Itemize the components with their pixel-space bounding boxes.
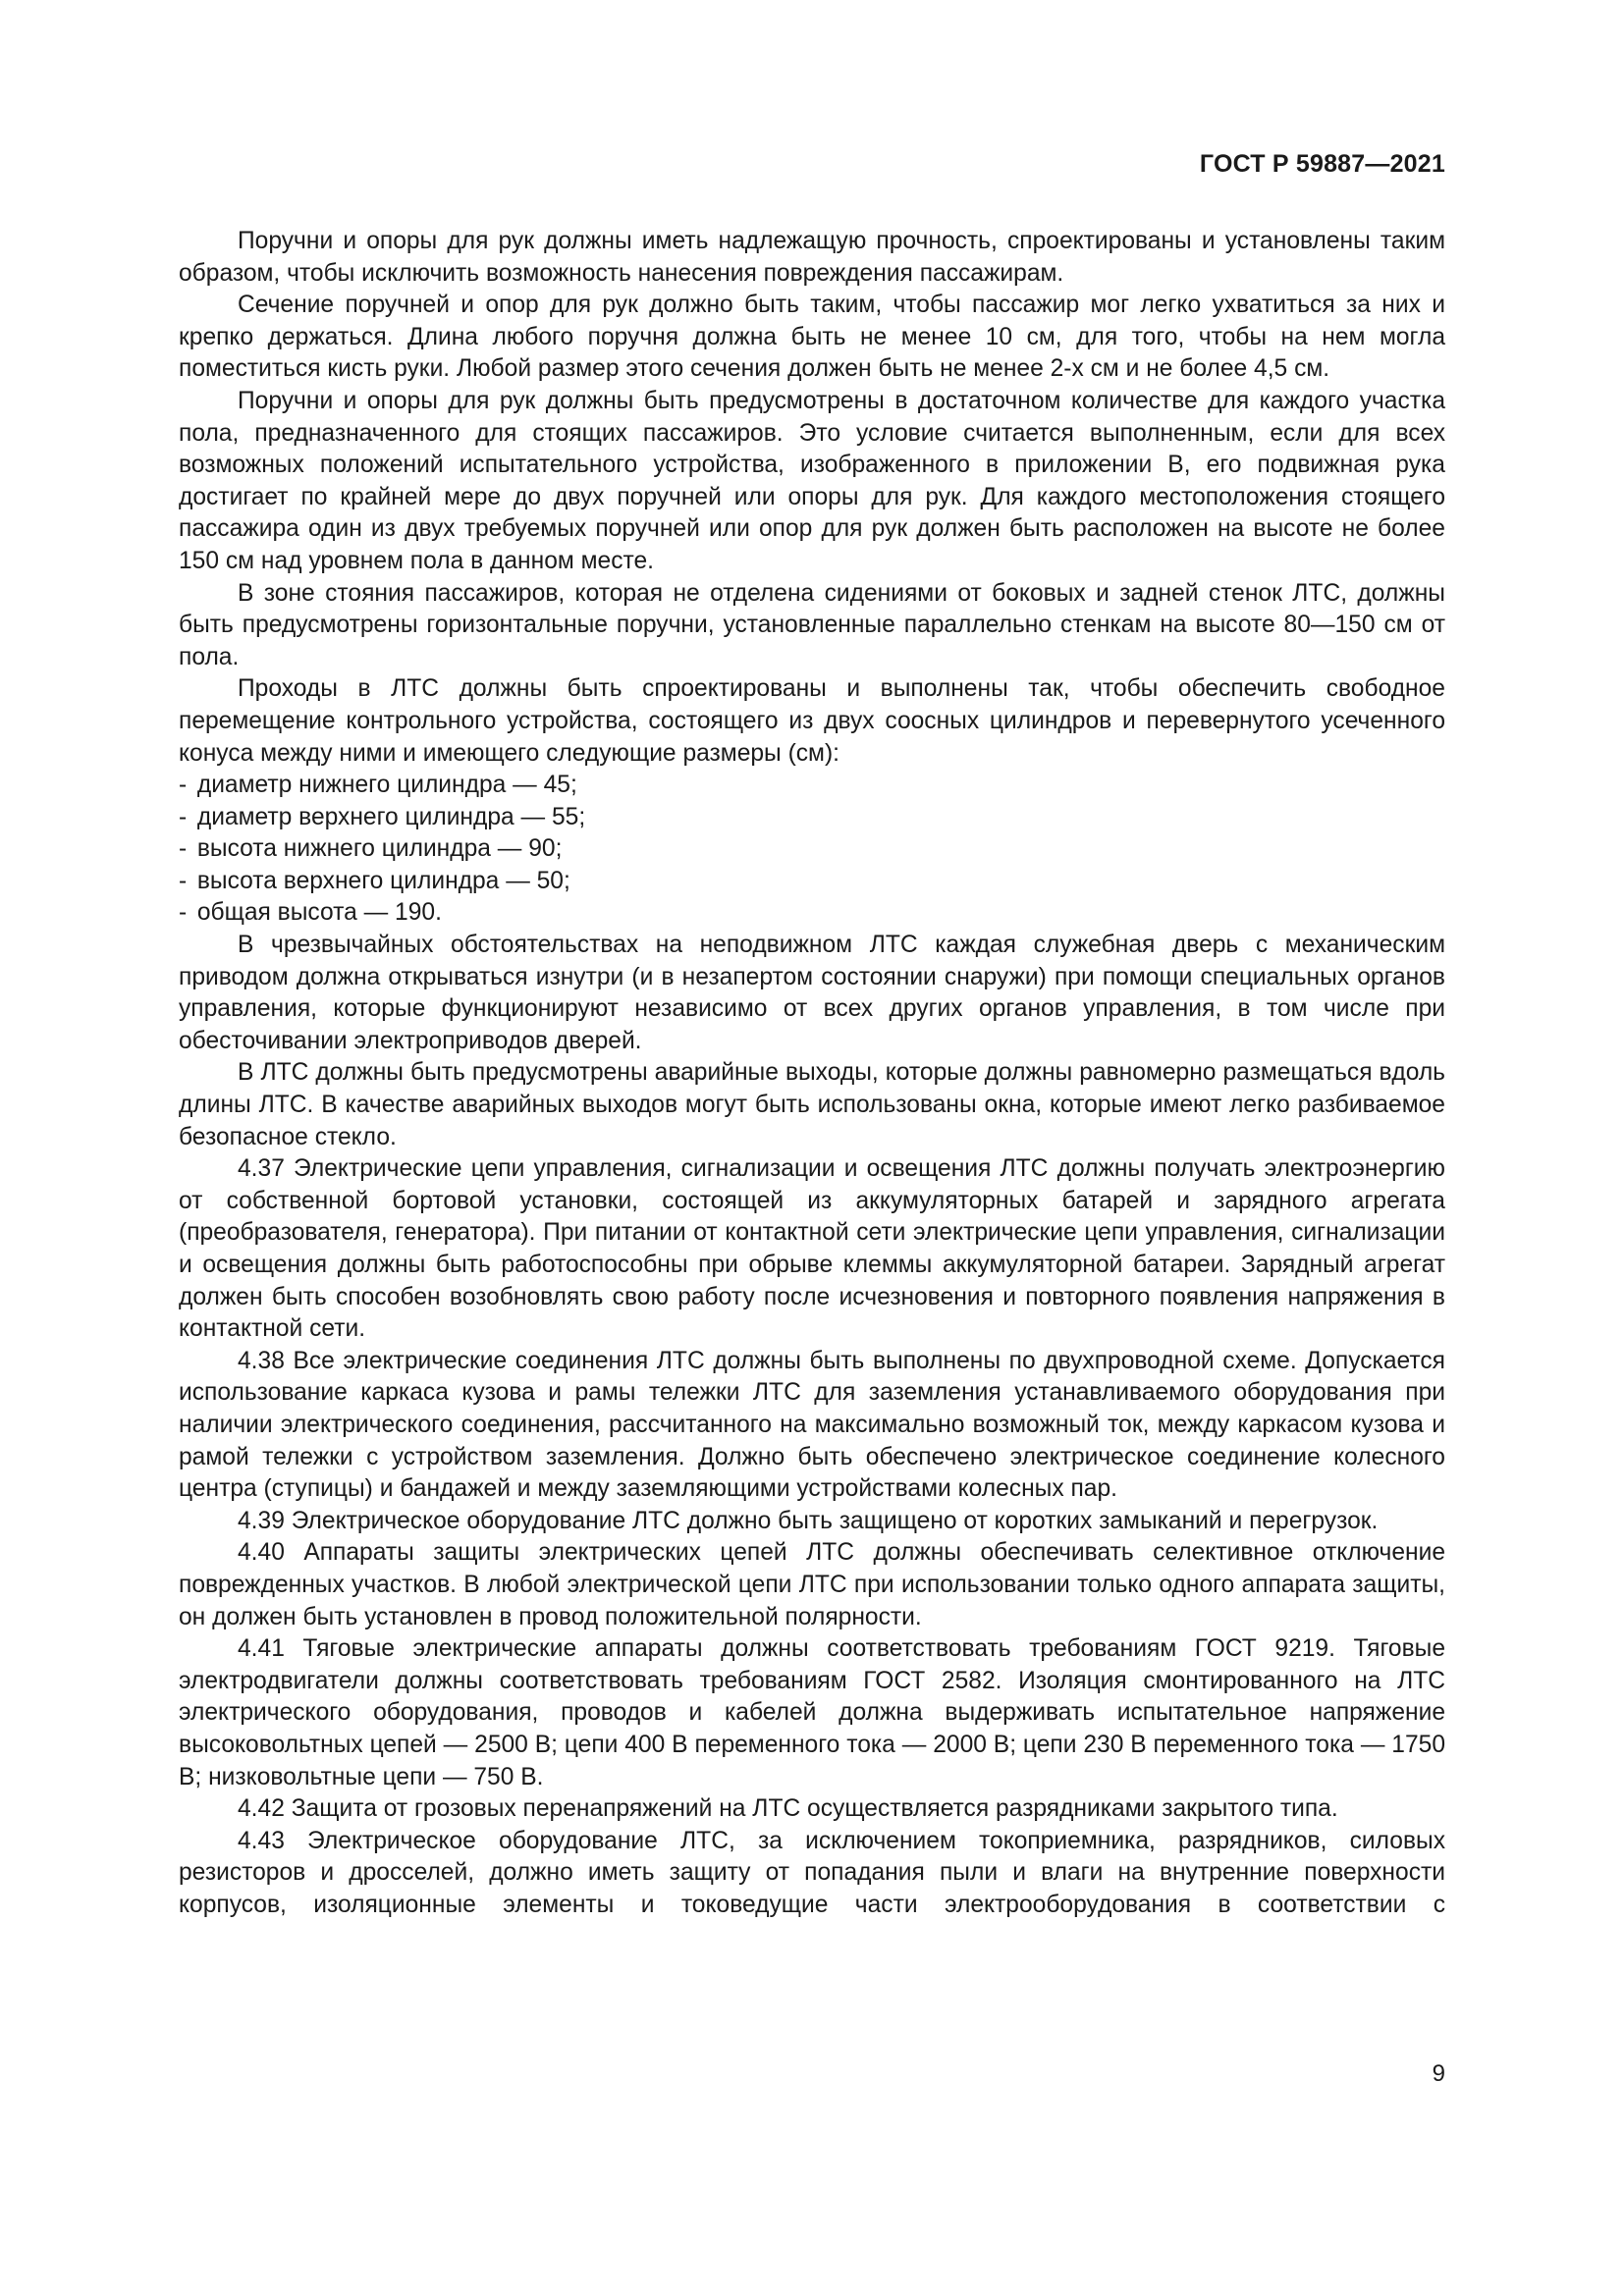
paragraph: 4.39 Электрическое оборудование ЛТС должно быть защищено от коротких замыканий и перегрузок.	[238, 1507, 1379, 1534]
list-item: - высота верхнего цилиндра — 50;	[179, 867, 570, 894]
list-item-text: общая высота — 190.	[196, 899, 442, 927]
list-item: - диаметр верхнего цилиндра — 55;	[179, 803, 586, 830]
paragraph: 4.42 Защита от грозовых перенапряжений на ЛТС осуществляется разрядниками закрытого типа.	[238, 1795, 1338, 1823]
list-item: - высота нижнего цилиндра — 90;	[179, 835, 563, 863]
paragraph: 4.43 Электрическое оборудование ЛТС, за исключением токоприемника, разрядников, силовых резисторов и дросселей, должно иметь защиту от попадания пыли и влаги на внутренние поверхности корпусов, изоляционные элементы и токоведущие части электрооборудования в соответствии с	[179, 1827, 1445, 1918]
paragraph: Поручни и опоры для рук должны иметь надлежащую прочность, спроектированы и установлены таким образом, чтобы исключить возможность нанесения повреждения пассажирам.	[179, 228, 1445, 287]
paragraph: Проходы в ЛТС должны быть спроектированы и выполнены так, чтобы обеспечить свободное перемещение контрольного устройства, состоящего из двух соосных цилиндров и перевернутого усеченного конуса между ними и имеющего следующие размеры (см):	[179, 675, 1445, 767]
list-item-text: диаметр верхнего цилиндра — 55;	[196, 803, 586, 830]
paragraph: 4.38 Все электрические соединения ЛТС должны быть выполнены по двухпроводной схеме. Допускается использование каркаса кузова и рамы тележки ЛТС для заземления устанавливаемого оборудования при наличии электрического соединения, рассчитанного на максимально возможный ток, между каркасом кузова и рамой тележки с устройством заземления. Должно быть обеспечено электрическое соединение колесного центра (ступицы) и бандажей и между заземляющими устройствами колесных пар.	[179, 1347, 1445, 1503]
list-item-text: высота нижнего цилиндра — 90;	[196, 835, 563, 863]
paragraph: В ЛТС должны быть предусмотрены аварийные выходы, которые должны равномерно размещаться вдоль длины ЛТС. В качестве аварийных выходов могут быть использованы окна, которые имеют легко разбиваемое безопасное стекло.	[179, 1059, 1445, 1150]
paragraph: 4.41 Тяговые электрические аппараты должны соответствовать требованиям ГОСТ 9219. Тяговые электродвигатели должны соответствовать требованиям ГОСТ 2582. Изоляция смонтированного на ЛТС электрического оборудования, проводов и кабелей должна выдерживать испытательное напряжение высоковольтных цепей — 2500 В; цепи 400 В переменного тока — 2000 В; цепи 230 В переменного тока — 1750 В; низковольтные цепи — 750 В.	[179, 1635, 1445, 1790]
paragraph: 4.40 Аппараты защиты электрических цепей ЛТС должны обеспечивать селективное отключение поврежденных участков. В любой электрической цепи ЛТС при использовании только одного аппарата защиты, он должен быть установлен в провод положительной полярности.	[179, 1539, 1445, 1630]
list-item: - диаметр нижнего цилиндра — 45;	[179, 772, 577, 799]
paragraph: Сечение поручней и опор для рук должно быть таким, чтобы пассажир мог легко ухватиться за них и крепко держаться. Длина любого поручня должна быть не менее 10 см, для того, чтобы на нем могла поместиться кисть руки. Любой размер этого сечения должен быть не менее 2-х см и не более 4,5 см.	[179, 292, 1445, 383]
dimension-list	[179, 770, 1445, 930]
list-item-text: диаметр нижнего цилиндра — 45;	[196, 772, 577, 799]
page-number: 9	[1432, 2060, 1445, 2087]
list-item-text: высота верхнего цилиндра — 50;	[196, 867, 570, 894]
paragraph: В чрезвычайных обстоятельствах на неподвижном ЛТС каждая служебная дверь с механическим приводом должна открываться изнутри (и в незапертом состоянии снаружи) при помощи специальных органов управления, которые функционируют независимо от всех других органов управления, в том числе при обесточивании электроприводов дверей.	[179, 932, 1445, 1054]
document-body	[179, 226, 1445, 1921]
paragraph: Поручни и опоры для рук должны быть предусмотрены в достаточном количестве для каждого участка пола, предназначенного для стоящих пассажиров. Это условие считается выполненным, если для всех возможных положений испытательного устройства, изображенного в приложении В, его подвижная рука достигает по крайней мере до двух поручней или опоры для рук. Для каждого местоположения стоящего пассажира один из двух требуемых поручней или опор для рук должен быть расположен на высоте не более 150 см над уровнем пола в данном месте.	[179, 387, 1445, 574]
list-item: - общая высота — 190.	[179, 899, 442, 927]
document-header: ГОСТ Р 59887—2021	[1199, 150, 1445, 178]
paragraph: 4.37 Электрические цепи управления, сигнализации и освещения ЛТС должны получать электроэнергию от собственной бортовой установки, состоящей из аккумуляторных батарей и зарядного агрегата (преобразователя, генератора). При питании от контактной сети электрические цепи управления, сигнализации и освещения должны быть работоспособны при обрыве клеммы аккумуляторной батареи. Зарядный агрегат должен быть способен возобновлять свою работу после исчезновения и повторного появления напряжения в контактной сети.	[179, 1155, 1445, 1343]
paragraph: В зоне стояния пассажиров, которая не отделена сидениями от боковых и задней стенок ЛТС, должны быть предусмотрены горизонтальные поручни, установленные параллельно стенкам на высоте 80—150 см от пола.	[179, 579, 1445, 670]
